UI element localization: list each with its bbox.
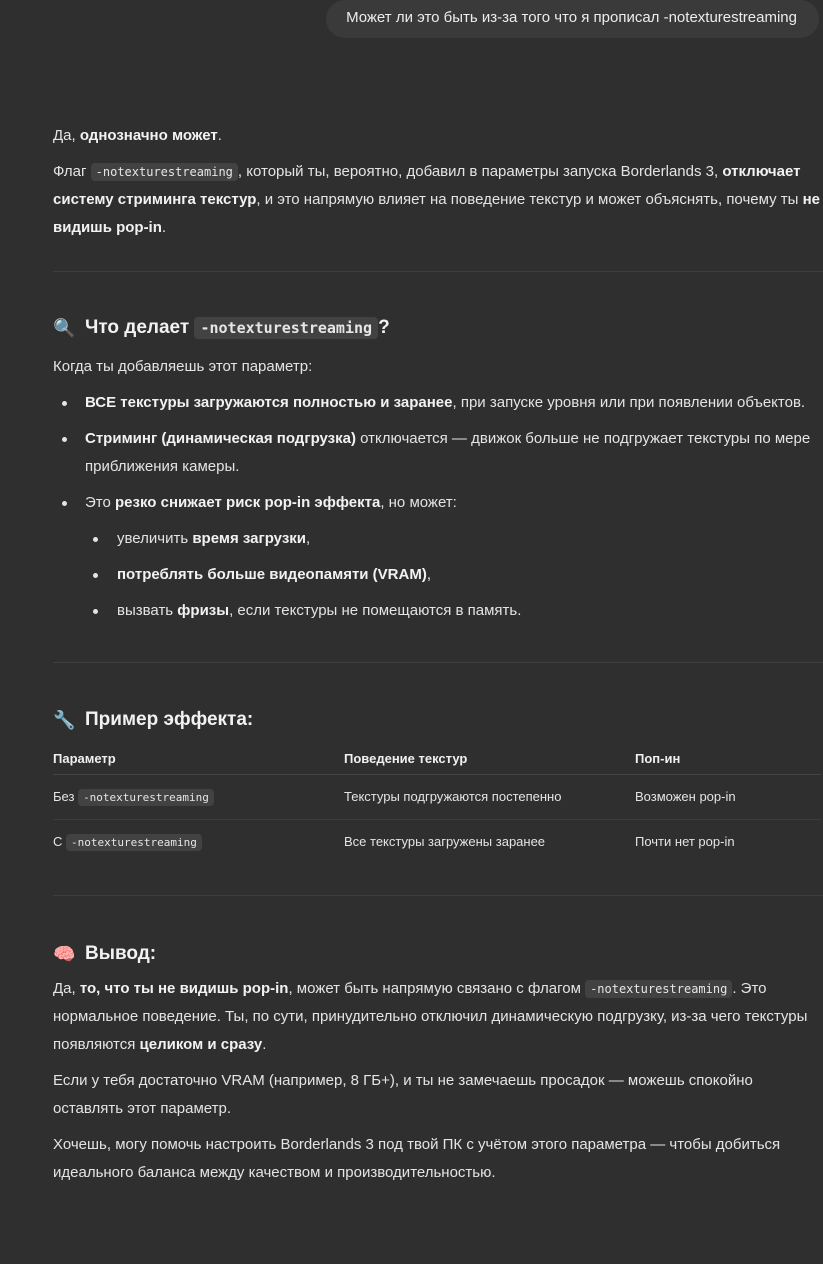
table-row: Без -notexturestreaming Текстуры подгружаются постепенно Возможен pop-in [53,775,821,820]
conclusion-offer: Хочешь, могу помочь настроить Borderlands 3 под твой ПК с учётом этого параметра — чтобы добиться идеального баланса между качеством и производительностью. [53,1136,781,1181]
effects-list [53,389,823,625]
inline-code-flag: -notexturestreaming [91,163,238,181]
intro-answer: Да, однозначно может. [53,127,222,144]
sub-list [85,525,823,625]
table-row: С -notexturestreaming Все текстуры загружены заранее Почти нет pop-in [53,833,735,849]
conclusion-vram: Если у тебя достаточно VRAM (например, 8 ГБ+), и ты не замечаешь просадок — можешь спокойно оставлять этот параметр. [53,1072,753,1117]
divider [53,662,823,663]
section1-lead: Когда ты добавляешь этот параметр: [53,358,313,375]
assistant-response [53,122,823,1187]
section-heading-conclusion: 🧠 Вывод: [53,939,823,969]
list-item: потреблять больше видеопамяти (VRAM), [85,561,823,589]
conclusion-paragraph: Да, то, что ты не видишь pop-in, может быть напрямую связано с флагом -notexturestreaming . Это нормальное поведение. Ты, по сути, принудительно отключил динамическую подгрузку, из-за чего текстуры появляются целиком и сразу. [53,980,808,1053]
user-message-bubble [326,0,819,38]
wrench-icon: 🔧 [53,710,76,730]
section-heading-what-it-does: 🔍 Что делает -notexturestreaming ? [53,313,823,343]
brain-icon: 🧠 [53,944,76,964]
table-header: Поп-ин [635,744,821,775]
list-item: вызвать фризы, если текстуры не помещаются в память. [85,597,823,625]
section-heading-example: 🔧 Пример эффекта: [53,705,823,735]
list-item: Стриминг (динамическая подгрузка) отключается — движок больше не подгружает текстуры по мере приближения камеры. [53,425,823,481]
user-message-text: Может ли это быть из-за того что я прописал -notexturestreaming [346,9,797,26]
list-item: ВСЕ текстуры загружаются полностью и заранее, при запуске уровня или при появлении объектов. [53,389,823,417]
table-header: Параметр [53,744,344,775]
table-header: Поведение текстур [344,744,635,775]
magnifier-icon: 🔍 [53,318,76,338]
comparison-table [53,744,821,864]
list-item: Это резко снижает риск pop-in эффекта, но может: увеличить время загрузки, потреблять больше видеопамяти (VRAM), вызвать фризы, если текстуры не помещаются в память. [53,489,823,625]
divider [53,271,823,272]
divider [53,895,823,896]
list-item: увеличить время загрузки, [85,525,823,553]
intro-paragraph: Флаг -notexturestreaming , который ты, вероятно, добавил в параметры запуска Borderlands 3, отключает систему стриминга текстур, и это напрямую влияет на поведение текстур и может объяснять, почему ты не видишь pop-in. [53,163,820,236]
